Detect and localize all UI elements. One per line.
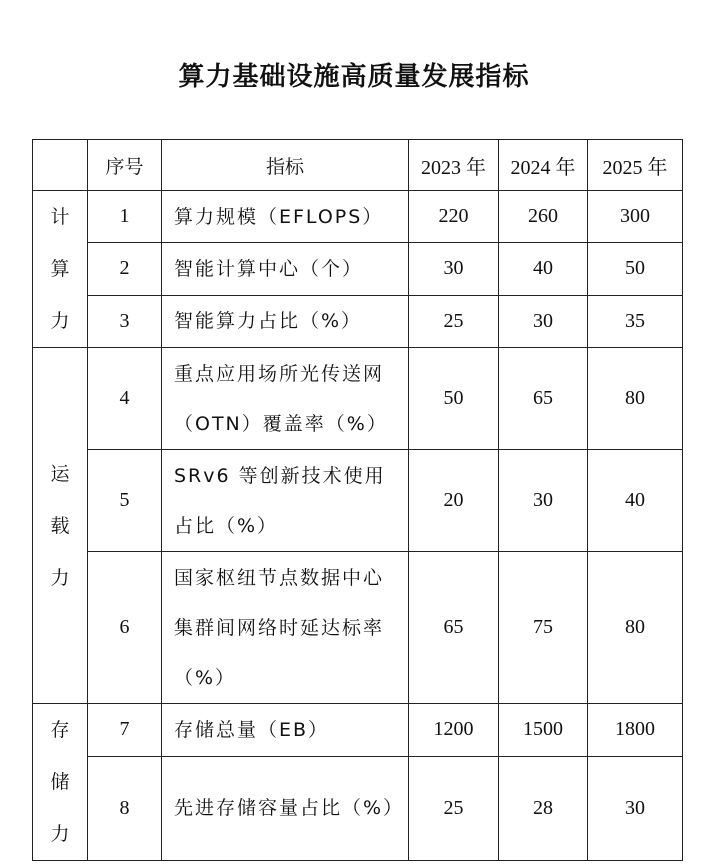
value-2025: 300 xyxy=(588,191,683,243)
category-char: 计 xyxy=(50,206,70,228)
category-char: 力 xyxy=(50,566,70,589)
value-2024: 28 xyxy=(499,756,588,860)
row-indicator: 先进存储容量占比（%） xyxy=(162,756,409,860)
value-2025: 80 xyxy=(588,552,683,704)
value-2025: 40 xyxy=(588,450,683,552)
category-char: 载 xyxy=(50,514,70,537)
value-2024: 65 xyxy=(499,348,588,450)
value-2024: 75 xyxy=(499,552,588,704)
header-2023: 2023 年 xyxy=(409,140,499,191)
value-2023: 65 xyxy=(409,552,499,704)
row-number: 8 xyxy=(88,756,162,860)
row-number: 4 xyxy=(88,348,162,450)
header-2025: 2025 年 xyxy=(588,140,683,191)
category-char: 储 xyxy=(50,771,70,793)
row-number: 3 xyxy=(88,295,162,347)
value-2023: 220 xyxy=(409,191,499,243)
table-header-row xyxy=(33,140,683,191)
value-2025: 1800 xyxy=(588,704,683,757)
category-char: 算 xyxy=(50,258,70,280)
value-2023: 50 xyxy=(409,348,499,450)
header-2024: 2024 年 xyxy=(499,140,588,191)
value-2024: 1500 xyxy=(499,704,588,757)
category-char: 力 xyxy=(50,823,70,845)
page-title: 算力基础设施高质量发展指标 xyxy=(178,62,530,92)
value-2024: 30 xyxy=(499,295,588,347)
row-number: 6 xyxy=(88,552,162,704)
row-indicator: SRv6 等创新技术使用占比（%） xyxy=(162,450,409,552)
row-indicator: 国家枢纽节点数据中心集群间网络时延达标率（%） xyxy=(162,552,409,704)
value-2024: 30 xyxy=(499,450,588,552)
value-2025: 50 xyxy=(588,243,683,295)
table-row xyxy=(33,552,683,704)
row-number: 2 xyxy=(88,243,162,295)
category-char: 运 xyxy=(50,462,70,485)
header-indicator: 指标 xyxy=(162,140,409,191)
category-storage xyxy=(33,704,88,861)
row-number: 1 xyxy=(88,191,162,243)
table-row xyxy=(33,450,683,552)
table-row xyxy=(33,756,683,860)
value-2023: 1200 xyxy=(409,704,499,757)
category-compute xyxy=(33,191,88,348)
row-indicator: 重点应用场所光传送网（OTN）覆盖率（%） xyxy=(162,348,409,450)
value-2023: 30 xyxy=(409,243,499,295)
category-transport xyxy=(33,348,88,704)
header-number: 序号 xyxy=(88,140,162,191)
value-2023: 25 xyxy=(409,756,499,860)
header-category xyxy=(33,140,88,191)
row-indicator: 智能算力占比（%） xyxy=(162,295,409,347)
category-char: 存 xyxy=(50,719,70,741)
indicator-table xyxy=(32,139,683,861)
value-2024: 260 xyxy=(499,191,588,243)
value-2024: 40 xyxy=(499,243,588,295)
table-row xyxy=(33,191,683,243)
category-char: 力 xyxy=(50,310,70,332)
row-indicator: 算力规模（EFLOPS） xyxy=(162,191,409,243)
value-2023: 20 xyxy=(409,450,499,552)
row-indicator: 存储总量（EB） xyxy=(162,704,409,757)
value-2025: 30 xyxy=(588,756,683,860)
table-row xyxy=(33,704,683,757)
table-row xyxy=(33,295,683,347)
row-indicator: 智能计算中心（个） xyxy=(162,243,409,295)
value-2025: 80 xyxy=(588,348,683,450)
row-number: 5 xyxy=(88,450,162,552)
value-2023: 25 xyxy=(409,295,499,347)
value-2025: 35 xyxy=(588,295,683,347)
row-number: 7 xyxy=(88,704,162,757)
table-row xyxy=(33,243,683,295)
table-row xyxy=(33,348,683,450)
